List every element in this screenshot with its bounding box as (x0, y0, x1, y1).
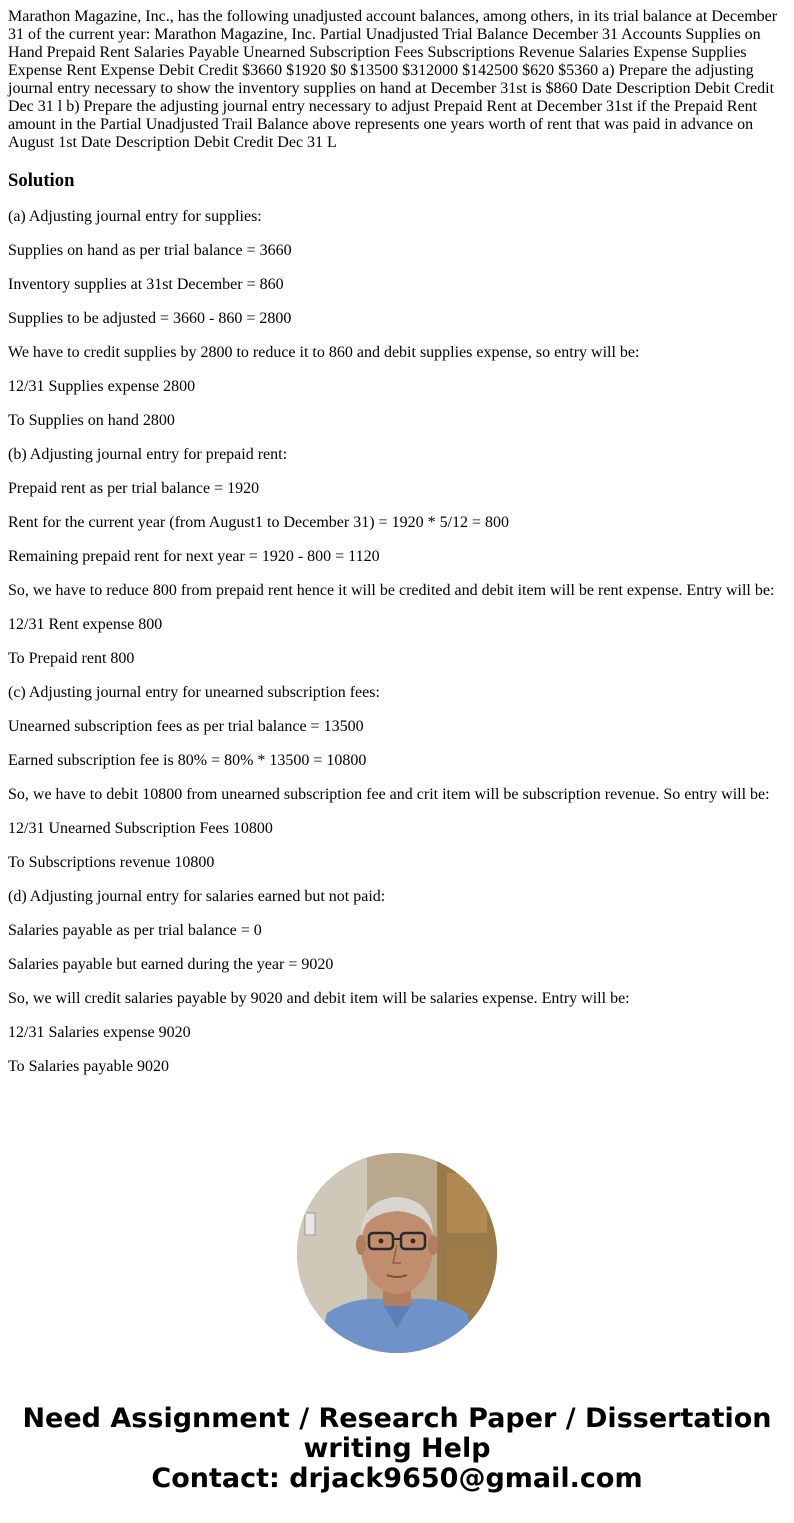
solution-line: 12/31 Supplies expense 2800 (8, 378, 196, 395)
solution-line: 12/31 Unearned Subscription Fees 10800 (8, 820, 273, 837)
solution-line: Inventory supplies at 31st December = 860 (8, 276, 284, 293)
solution-line: To Supplies on hand 2800 (8, 412, 175, 429)
solution-line: So, we have to reduce 800 from prepaid rent hence it will be credited and debit item will be rent expense. Entry will be: (8, 582, 775, 599)
solution-line: To Salaries payable 9020 (8, 1058, 170, 1075)
solution-line: Rent for the current year (from August1 to December 31) = 1920 * 5/12 = 800 (8, 514, 510, 531)
solution-line: Prepaid rent as per trial balance = 1920 (8, 480, 260, 497)
promo-footer (0, 1404, 794, 1494)
solution-line: We have to credit supplies by 2800 to reduce it to 860 and debit supplies expense, so entry will be: (8, 344, 640, 361)
solution-line: Earned subscription fee is 80% = 80% * 13500 = 10800 (8, 752, 367, 769)
solution-line: To Subscriptions revenue 10800 (8, 854, 215, 871)
solution-line: So, we will credit salaries payable by 9020 and debit item will be salaries expense. Entry will be: (8, 990, 630, 1007)
promo-line-2: writing Help (303, 1433, 491, 1464)
solution-line: Supplies to be adjusted = 3660 - 860 = 2800 (8, 310, 292, 327)
author-portrait-image (297, 1153, 497, 1353)
solution-line: Salaries payable but earned during the year = 9020 (8, 956, 334, 973)
solution-line: Remaining prepaid rent for next year = 1920 - 800 = 1120 (8, 548, 380, 565)
solution-line: (a) Adjusting journal entry for supplies: (8, 208, 262, 225)
question-text: Marathon Magazine, Inc., has the following unadjusted account balances, among others, in its trial balance at December 31 of the current year: Marathon Magazine, Inc. Partial Unadjusted Trial Balance December 31 Accounts Supplies on Hand Prepaid Rent Salaries Payable Unearned Subscription Fees Subscriptions Revenue Salaries Expense Supplies Expense Rent Expense Debit Credit $3660 $1920 $0 $13500 $312000 $142500 $620 $5360 a) Prepare the adjusting journal entry necessary to show the inventory supplies on hand at December 31st is $860 Date Description Debit Credit Dec 31 l b) Prepare the adjusting journal entry necessary to adjust Prepaid Rent at December 31st if the Prepaid Rent amount in the Partial Unadjusted Trail Balance above represents one years worth of rent that was paid in advance on August 1st Date Description Debit Credit Dec 31 L (8, 8, 778, 151)
solution-line: (d) Adjusting journal entry for salaries earned but not paid: (8, 888, 386, 905)
solution-line: Salaries payable as per trial balance = 0 (8, 922, 262, 939)
solution-line: (c) Adjusting journal entry for unearned subscription fees: (8, 684, 380, 701)
promo-line-1: Need Assignment / Research Paper / Dissertation (22, 1403, 772, 1434)
solution-line: Supplies on hand as per trial balance = 3660 (8, 242, 292, 259)
solution-line: 12/31 Rent expense 800 (8, 616, 163, 633)
promo-contact: Contact: drjack9650@gmail.com (151, 1463, 643, 1494)
author-avatar (297, 1153, 497, 1353)
solution-line: (b) Adjusting journal entry for prepaid rent: (8, 446, 288, 463)
solution-body (8, 208, 786, 1076)
solution-line: So, we have to debit 10800 from unearned subscription fee and crit item will be subscription revenue. So entry will be: (8, 786, 770, 803)
solution-line: 12/31 Salaries expense 9020 (8, 1024, 191, 1041)
solution-line: Unearned subscription fees as per trial balance = 13500 (8, 718, 364, 735)
solution-heading: Solution (8, 170, 75, 191)
solution-line: To Prepaid rent 800 (8, 650, 135, 667)
